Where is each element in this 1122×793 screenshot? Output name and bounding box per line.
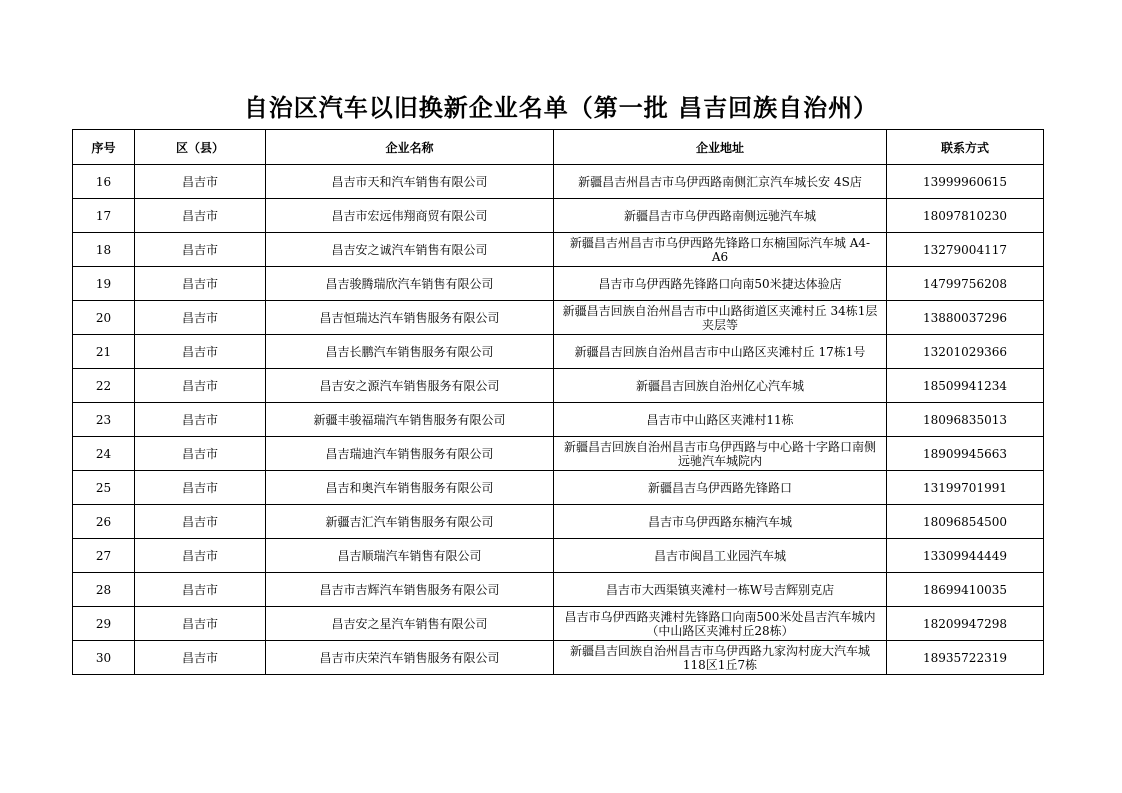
cell-address: 新疆昌吉回族自治州亿心汽车城	[554, 369, 887, 403]
header-no: 序号	[73, 130, 135, 165]
cell-phone: 18096835013	[887, 403, 1044, 437]
cell-company: 昌吉市宏远伟翔商贸有限公司	[266, 199, 554, 233]
cell-company: 昌吉顺瑞汽车销售有限公司	[266, 539, 554, 573]
cell-phone: 18699410035	[887, 573, 1044, 607]
cell-address: 昌吉市闽昌工业园汽车城	[554, 539, 887, 573]
cell-no: 20	[73, 301, 135, 335]
table-row	[73, 267, 1044, 301]
cell-district: 昌吉市	[135, 641, 266, 675]
cell-company: 昌吉安之诚汽车销售有限公司	[266, 233, 554, 267]
cell-district: 昌吉市	[135, 607, 266, 641]
cell-address: 新疆昌吉州昌吉市乌伊西路先锋路口东楠国际汽车城 A4-A6	[554, 233, 887, 267]
header-phone: 联系方式	[887, 130, 1044, 165]
cell-phone: 18909945663	[887, 437, 1044, 471]
table-row	[73, 641, 1044, 675]
cell-phone: 18509941234	[887, 369, 1044, 403]
cell-no: 16	[73, 165, 135, 199]
page-title: 自治区汽车以旧换新企业名单（第一批 昌吉回族自治州）	[243, 94, 879, 122]
cell-district: 昌吉市	[135, 369, 266, 403]
cell-address: 新疆昌吉回族自治州昌吉市乌伊西路九家沟村庞大汽车城118区1丘7栋	[554, 641, 887, 675]
cell-phone: 18097810230	[887, 199, 1044, 233]
cell-district: 昌吉市	[135, 233, 266, 267]
cell-no: 23	[73, 403, 135, 437]
table-row	[73, 607, 1044, 641]
header-district: 区（县）	[135, 130, 266, 165]
cell-district: 昌吉市	[135, 471, 266, 505]
cell-phone: 18209947298	[887, 607, 1044, 641]
cell-address: 新疆昌吉州昌吉市乌伊西路南侧汇京汽车城长安 4S店	[554, 165, 887, 199]
cell-company: 昌吉安之源汽车销售服务有限公司	[266, 369, 554, 403]
cell-no: 28	[73, 573, 135, 607]
cell-district: 昌吉市	[135, 573, 266, 607]
cell-no: 24	[73, 437, 135, 471]
table-row	[73, 539, 1044, 573]
cell-company: 新疆吉汇汽车销售服务有限公司	[266, 505, 554, 539]
table-row	[73, 573, 1044, 607]
cell-no: 30	[73, 641, 135, 675]
cell-company: 昌吉瑞迪汽车销售服务有限公司	[266, 437, 554, 471]
table-row	[73, 233, 1044, 267]
cell-address: 昌吉市中山路区夹滩村11栋	[554, 403, 887, 437]
cell-district: 昌吉市	[135, 505, 266, 539]
cell-no: 25	[73, 471, 135, 505]
table-row	[73, 403, 1044, 437]
table-row	[73, 199, 1044, 233]
cell-company: 昌吉恒瑞达汽车销售服务有限公司	[266, 301, 554, 335]
table-row	[73, 471, 1044, 505]
cell-district: 昌吉市	[135, 437, 266, 471]
cell-address: 新疆昌吉回族自治州昌吉市乌伊西路与中心路十字路口南侧远驰汽车城院内	[554, 437, 887, 471]
table-row	[73, 505, 1044, 539]
header-address: 企业地址	[554, 130, 887, 165]
cell-address: 新疆昌吉回族自治州昌吉市中山路街道区夹滩村丘 34栋1层夹层等	[554, 301, 887, 335]
header-company: 企业名称	[266, 130, 554, 165]
table-row	[73, 369, 1044, 403]
cell-no: 22	[73, 369, 135, 403]
cell-no: 19	[73, 267, 135, 301]
cell-company: 昌吉市吉辉汽车销售服务有限公司	[266, 573, 554, 607]
cell-phone: 13201029366	[887, 335, 1044, 369]
cell-company: 昌吉骏腾瑞欣汽车销售有限公司	[266, 267, 554, 301]
cell-company: 昌吉市天和汽车销售有限公司	[266, 165, 554, 199]
cell-district: 昌吉市	[135, 267, 266, 301]
cell-address: 昌吉市乌伊西路东楠汽车城	[554, 505, 887, 539]
cell-district: 昌吉市	[135, 403, 266, 437]
cell-address: 昌吉市乌伊西路夹滩村先锋路口向南500米处昌吉汽车城内（中山路区夹滩村丘28栋）	[554, 607, 887, 641]
cell-district: 昌吉市	[135, 301, 266, 335]
cell-company: 昌吉市庆荣汽车销售服务有限公司	[266, 641, 554, 675]
company-table	[72, 129, 1044, 675]
cell-no: 26	[73, 505, 135, 539]
cell-address: 新疆昌吉乌伊西路先锋路口	[554, 471, 887, 505]
cell-no: 27	[73, 539, 135, 573]
cell-address: 昌吉市乌伊西路先锋路口向南50米捷达体验店	[554, 267, 887, 301]
cell-phone: 13880037296	[887, 301, 1044, 335]
cell-phone: 13999960615	[887, 165, 1044, 199]
cell-address: 新疆昌吉回族自治州昌吉市中山路区夹滩村丘 17栋1号	[554, 335, 887, 369]
cell-district: 昌吉市	[135, 165, 266, 199]
cell-no: 21	[73, 335, 135, 369]
cell-district: 昌吉市	[135, 539, 266, 573]
table-row	[73, 165, 1044, 199]
cell-phone: 13279004117	[887, 233, 1044, 267]
cell-address: 昌吉市大西渠镇夹滩村一栋W号吉辉别克店	[554, 573, 887, 607]
cell-company: 昌吉安之星汽车销售有限公司	[266, 607, 554, 641]
cell-company: 昌吉和奥汽车销售服务有限公司	[266, 471, 554, 505]
cell-phone: 18096854500	[887, 505, 1044, 539]
cell-no: 18	[73, 233, 135, 267]
cell-phone: 13309944449	[887, 539, 1044, 573]
table-row	[73, 301, 1044, 335]
cell-company: 新疆丰骏福瑞汽车销售服务有限公司	[266, 403, 554, 437]
cell-no: 17	[73, 199, 135, 233]
table-row	[73, 335, 1044, 369]
cell-address: 新疆昌吉市乌伊西路南侧远驰汽车城	[554, 199, 887, 233]
cell-district: 昌吉市	[135, 335, 266, 369]
cell-phone: 18935722319	[887, 641, 1044, 675]
cell-no: 29	[73, 607, 135, 641]
cell-company: 昌吉长鹏汽车销售服务有限公司	[266, 335, 554, 369]
cell-phone: 14799756208	[887, 267, 1044, 301]
cell-district: 昌吉市	[135, 199, 266, 233]
table-row	[73, 437, 1044, 471]
cell-phone: 13199701991	[887, 471, 1044, 505]
table-header-row	[73, 130, 1044, 165]
